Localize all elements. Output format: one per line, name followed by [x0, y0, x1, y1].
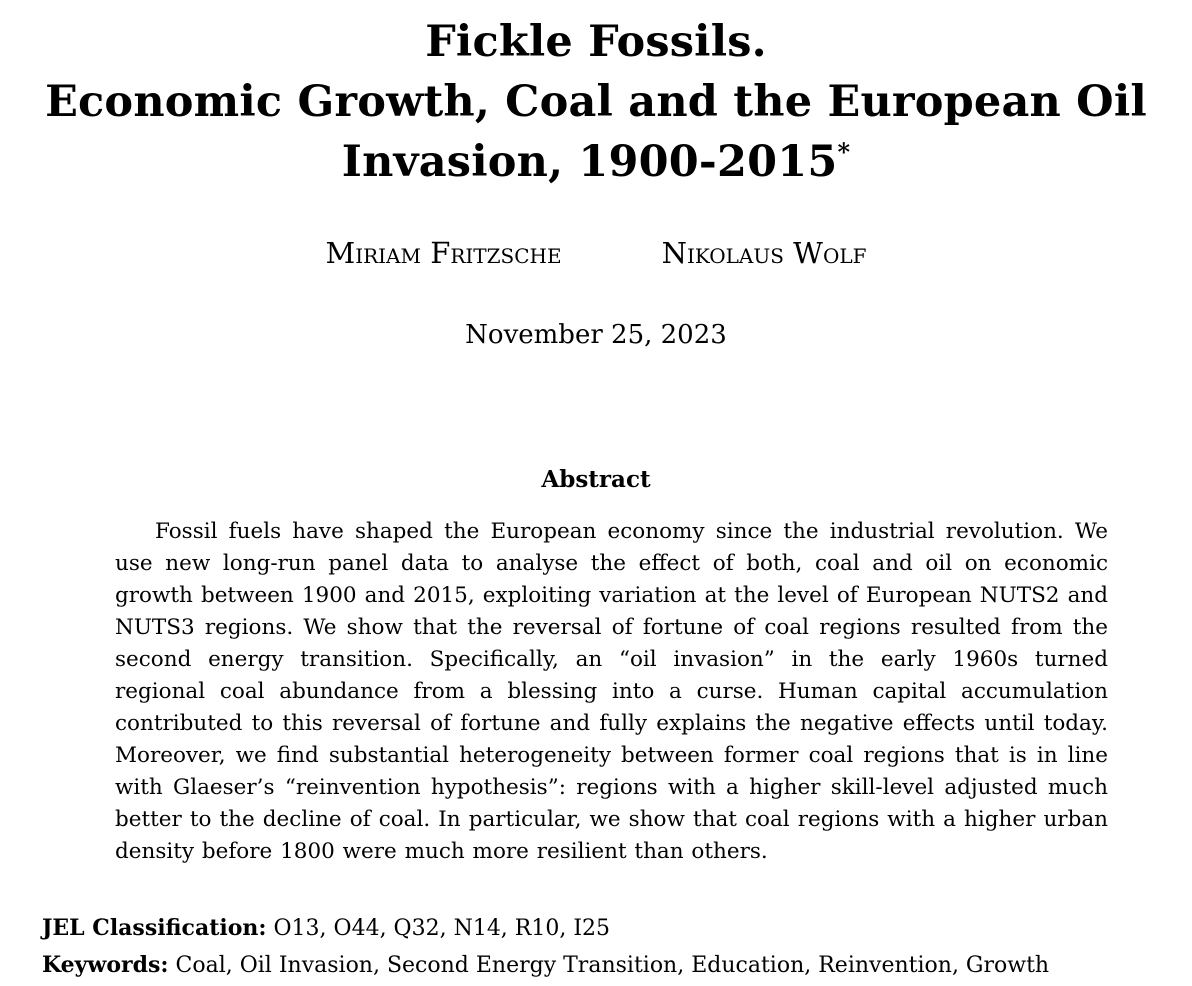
jel-label: JEL Classification:	[42, 915, 267, 941]
keywords-line	[42, 947, 1150, 984]
keywords-values: Coal, Oil Invasion, Second Energy Transition, Education, Reinvention, Growth	[175, 953, 1050, 978]
jel-values: O13, O44, Q32, N14, R10, I25	[273, 916, 611, 941]
footnote-asterisk: *	[837, 137, 851, 167]
keywords-label: Keywords:	[42, 952, 169, 978]
paper-title-line-1: Fickle Fossils.	[425, 17, 767, 67]
abstract-section	[0, 466, 1192, 868]
paper-title-line-3	[0, 132, 1192, 192]
paper-title-line-3-text: Invasion, 1900-2015	[341, 137, 838, 187]
abstract-heading: Abstract	[541, 466, 651, 493]
jel-line	[42, 910, 1150, 947]
author-name-1: Miriam Fritzsche	[325, 236, 562, 270]
paper-title-line-2: Economic Growth, Coal and the European Oil	[45, 77, 1147, 127]
paper-title	[0, 12, 1192, 192]
publication-date: November 25, 2023	[465, 320, 727, 350]
author-name-2: Nikolaus Wolf	[661, 236, 867, 270]
abstract-text: Fossil fuels have shaped the European economy since the industrial revolution. We use new long-run panel data to analyse the effect of both, coal and oil on economic growth between 1900 and 2015, exploiting variation at the level of European NUTS2 and NUTS3 regions. We show that the reversal of fortune of coal regions resulted from the second energy transition. Specifically, an “oil invasion” in the early 1960s turned regional coal abundance from a blessing into a curse. Human capital accumulation contributed to this reversal of fortune and fully explains the negative effects until today. Moreover, we find substantial heterogeneity between former coal regions that is in line with Glaeser’s “reinvention hypothesis”: regions with a higher skill-level adjusted much better to the decline of coal. In particular, we show that coal regions with a higher urban density before 1800 were much more resilient than others.	[115, 519, 1108, 864]
classification-block	[42, 910, 1150, 984]
author-block	[0, 236, 1192, 270]
